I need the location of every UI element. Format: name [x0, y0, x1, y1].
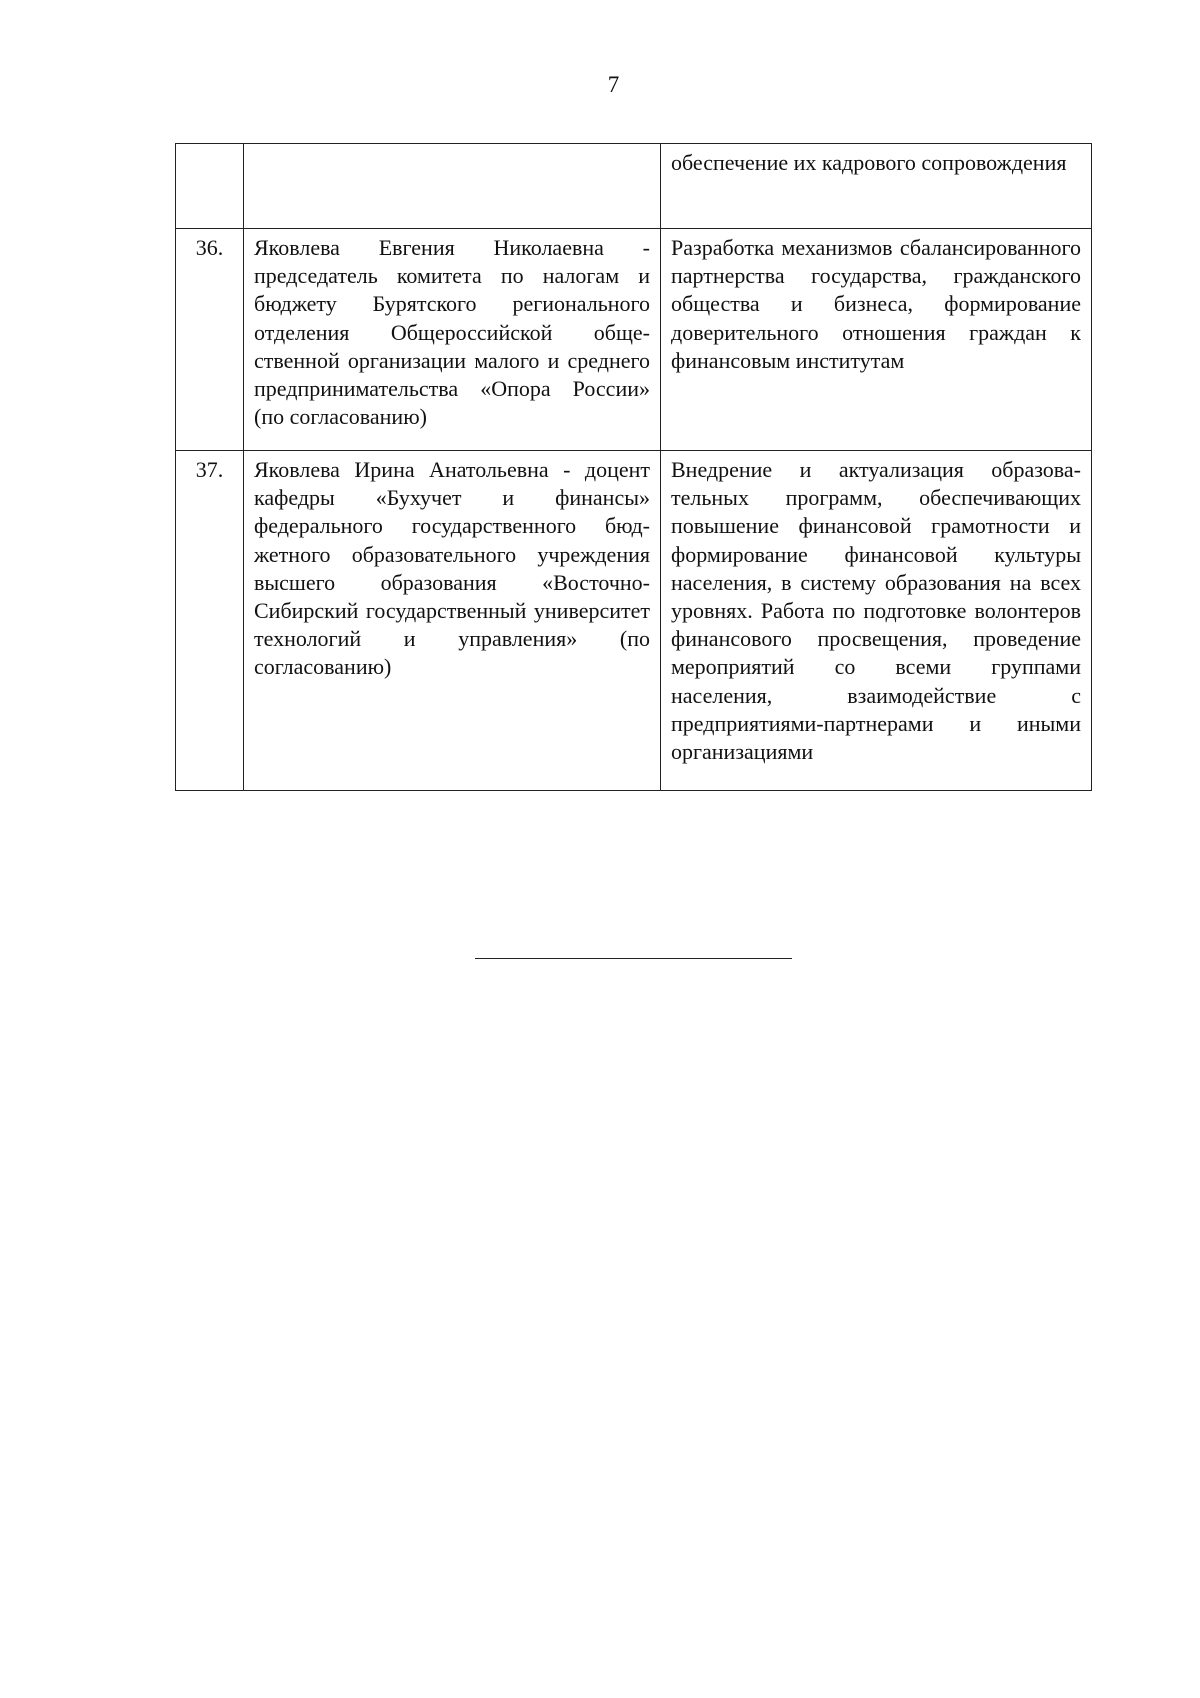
- end-separator-line: [475, 958, 792, 959]
- member-name-cell: Яковлева Ирина Анатольевна - доцент кафедры «Бухучет и финансы» федерального государственного бюджетного образовательного учреждения высшего образования «Восточно-Сибирский государственный университет технологий и управления» (по согласованию): [244, 451, 661, 791]
- page-number: 7: [607, 72, 620, 97]
- member-function-cell: обеспечение их кадрового сопровождения: [661, 144, 1092, 229]
- table-row: [176, 451, 1092, 791]
- table-row: [176, 229, 1092, 451]
- row-number-cell: 36.: [176, 229, 244, 451]
- table-row: [176, 144, 1092, 229]
- member-function-cell: Внедрение и актуализация образовательных программ, обеспечивающих повышение финансовой грамотности и формирование финансовой культуры населения, в систему образования на всех уровнях. Работа по подготовке волонтеров финансового просвещения, проведение мероприятий со всеми группами населения, взаимодействие с предприятиями-партнерами и иными организациями: [661, 451, 1092, 791]
- member-name-cell: [244, 144, 661, 229]
- member-function-cell: Разработка механизмов сбалансированного партнерства государства, гражданского общества и бизнеса, формирование доверительного отношения граждан к финансовым институтам: [661, 229, 1092, 451]
- row-number-cell: 37.: [176, 451, 244, 791]
- members-table: [175, 143, 1092, 791]
- member-name-cell: Яковлева Евгения Николаевна - председатель комитета по налогам и бюджету Бурятского регионального отделения Общероссийской общественной организации малого и среднего предпринимательства «Опора России» (по согласованию): [244, 229, 661, 451]
- row-number-cell: [176, 144, 244, 229]
